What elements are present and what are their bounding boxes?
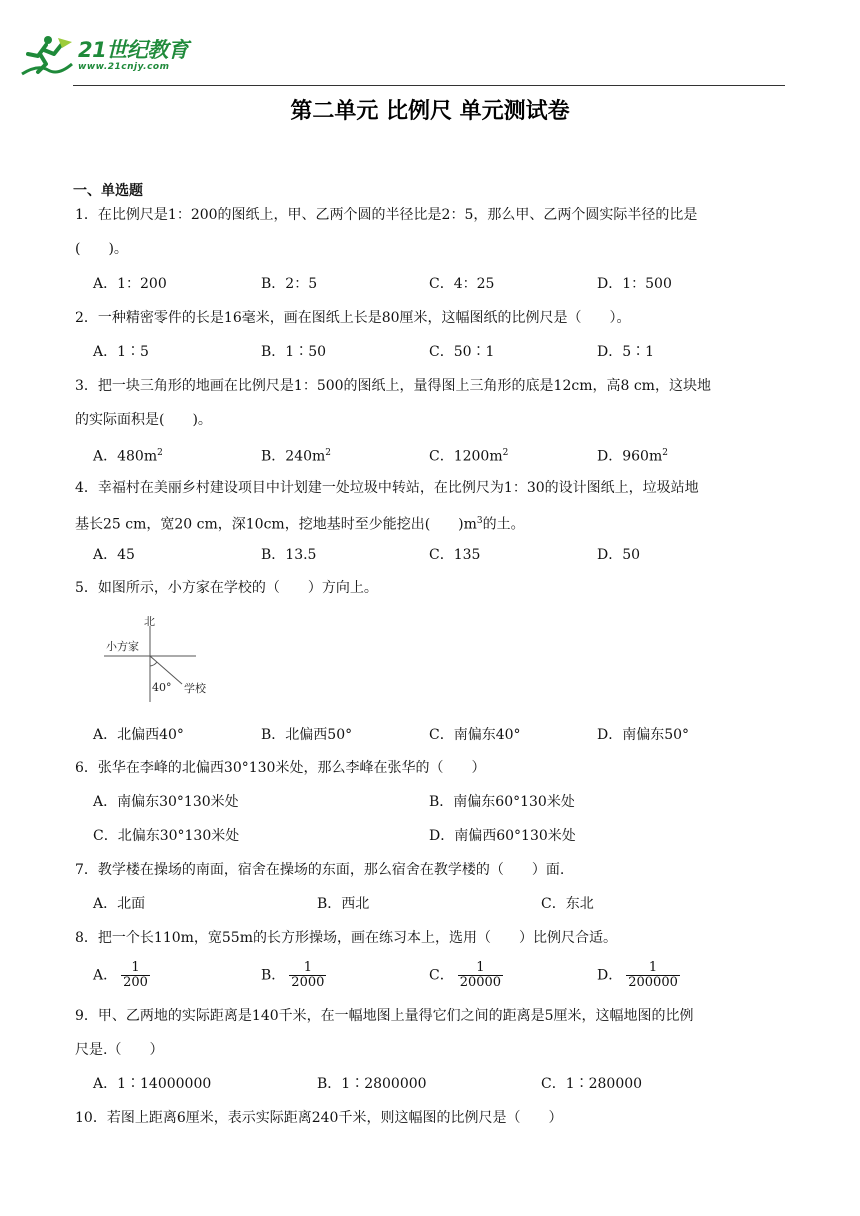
question-10-line-1: 10．若图上距离6厘米，表示实际距离240千米，则这幅图的比例尺是（ ） bbox=[75, 1110, 563, 1126]
question-3-line-2: 的实际面积是( )。 bbox=[75, 412, 212, 428]
question-6-option-c[interactable]: C．北偏东30°130米处 bbox=[93, 828, 240, 844]
question-2-option-d[interactable]: D．5∶1 bbox=[597, 344, 655, 360]
question-6-option-b[interactable]: B．南偏东60°130米处 bbox=[429, 794, 575, 810]
question-6-option-a[interactable]: A．南偏东30°130米处 bbox=[93, 794, 239, 810]
fraction: $\frac{1}{2000}$ bbox=[291, 960, 325, 990]
logo-text: 21世纪教育 bbox=[78, 38, 189, 62]
question-1-option-d[interactable]: D．1：500 bbox=[597, 276, 672, 292]
direction-diagram bbox=[100, 614, 220, 704]
question-9-option-a[interactable]: A．1∶14000000 bbox=[93, 1076, 212, 1092]
question-4-option-a[interactable]: A．45 bbox=[93, 547, 135, 563]
question-9-line-1: 9．甲、乙两地的实际距离是140千米，在一幅地图上量得它们之间的距离是5厘米，这幅地图的比例 bbox=[75, 1008, 694, 1024]
north-label: 北 bbox=[144, 615, 155, 628]
fraction: $\frac{1}{200}$ bbox=[123, 960, 148, 990]
question-2-option-a[interactable]: A．1∶5 bbox=[93, 344, 149, 360]
question-3-option-a[interactable]: A．$480m^2$ bbox=[93, 448, 163, 465]
question-6-option-d[interactable]: D．南偏西60°130米处 bbox=[429, 828, 576, 844]
school-label: 学校 bbox=[184, 682, 206, 695]
question-7-option-a[interactable]: A．北面 bbox=[93, 896, 146, 912]
question-9-line-2: 尺是.（ ） bbox=[75, 1042, 164, 1058]
question-6-line-1: 6．张华在李峰的北偏西30°130米处，那么李峰在张华的（ ） bbox=[75, 760, 486, 776]
question-1-option-c[interactable]: C．4：25 bbox=[429, 276, 495, 292]
runner-logo-icon bbox=[18, 34, 74, 78]
question-8-option-c[interactable]: C． $\frac{1}{20000}$ bbox=[429, 960, 502, 990]
fraction: $\frac{1}{200000}$ bbox=[628, 960, 678, 990]
question-2-option-b[interactable]: B．1∶50 bbox=[261, 344, 327, 360]
question-7-option-c[interactable]: C．东北 bbox=[541, 896, 594, 912]
page-title: 第二单元 比例尺 单元测试卷 bbox=[290, 99, 570, 124]
question-5-option-a[interactable]: A．北偏西40° bbox=[93, 727, 184, 743]
question-5-line-1: 5．如图所示，小方家在学校的（ ）方向上。 bbox=[75, 580, 378, 596]
question-4-line-2: 基长25 cm，宽20 cm，深10cm，挖地基时至少能挖出( )$m^3$的土。 bbox=[75, 516, 525, 533]
question-7-line-1: 7．教学楼在操场的南面，宿舍在操场的东面，那么宿舍在教学楼的（ ）面. bbox=[75, 862, 565, 878]
question-9-option-b[interactable]: B．1∶2800000 bbox=[317, 1076, 427, 1092]
question-7-option-b[interactable]: B．西北 bbox=[317, 896, 370, 912]
question-1-line-2: ( )。 bbox=[75, 241, 128, 257]
question-3-line-1: 3．把一块三角形的地画在比例尺是1：500的图纸上，量得图上三角形的底是12cm，高8 cm，这块地 bbox=[75, 378, 711, 394]
question-3-option-b[interactable]: B．$240m^2$ bbox=[261, 448, 332, 465]
question-8-option-b[interactable]: B． $\frac{1}{2000}$ bbox=[261, 960, 325, 990]
header-divider bbox=[73, 85, 785, 86]
section-heading: 一、单选题 bbox=[73, 183, 143, 199]
question-1-option-a[interactable]: A．1：200 bbox=[93, 276, 167, 292]
site-logo bbox=[18, 34, 198, 82]
question-9-option-c[interactable]: C．1∶280000 bbox=[541, 1076, 643, 1092]
question-5-option-d[interactable]: D．南偏东50° bbox=[597, 727, 690, 743]
question-8-option-a[interactable]: A． $\frac{1}{200}$ bbox=[93, 960, 148, 990]
question-2-option-c[interactable]: C．50∶1 bbox=[429, 344, 495, 360]
question-1-line-1: 1．在比例尺是1：200的图纸上，甲、乙两个圆的半径比是2：5，那么甲、乙两个圆实际半径的比是 bbox=[75, 207, 698, 223]
home-label: 小方家 bbox=[106, 640, 139, 653]
question-3-option-d[interactable]: D．$960m^2$ bbox=[597, 448, 668, 465]
angle-label: 40° bbox=[152, 681, 172, 694]
question-8-option-d[interactable]: D． $\frac{1}{200000}$ bbox=[597, 960, 678, 990]
fraction: $\frac{1}{20000}$ bbox=[459, 960, 502, 990]
question-2-line-1: 2．一种精密零件的长是16毫米，画在图纸上长是80厘米，这幅图纸的比例尺是（ ）。 bbox=[75, 310, 631, 326]
question-1-option-b[interactable]: B．2：5 bbox=[261, 276, 318, 292]
question-4-option-d[interactable]: D．50 bbox=[597, 547, 641, 563]
question-4-line-1: 4．幸福村在美丽乡村建设项目中计划建一处垃圾中转站，在比例尺为1：30的设计图纸上，垃圾站地 bbox=[75, 480, 699, 496]
question-5-option-c[interactable]: C．南偏东40° bbox=[429, 727, 521, 743]
question-4-option-b[interactable]: B．13.5 bbox=[261, 547, 317, 563]
question-8-line-1: 8．把一个长110m，宽55m的长方形操场，画在练习本上，选用（ ）比例尺合适。 bbox=[75, 930, 617, 946]
question-4-option-c[interactable]: C．135 bbox=[429, 547, 481, 563]
question-3-option-c[interactable]: C．$1200m^2$ bbox=[429, 448, 509, 465]
logo-url: www.21cnjy.com bbox=[78, 62, 170, 72]
question-5-option-b[interactable]: B．北偏西50° bbox=[261, 727, 353, 743]
